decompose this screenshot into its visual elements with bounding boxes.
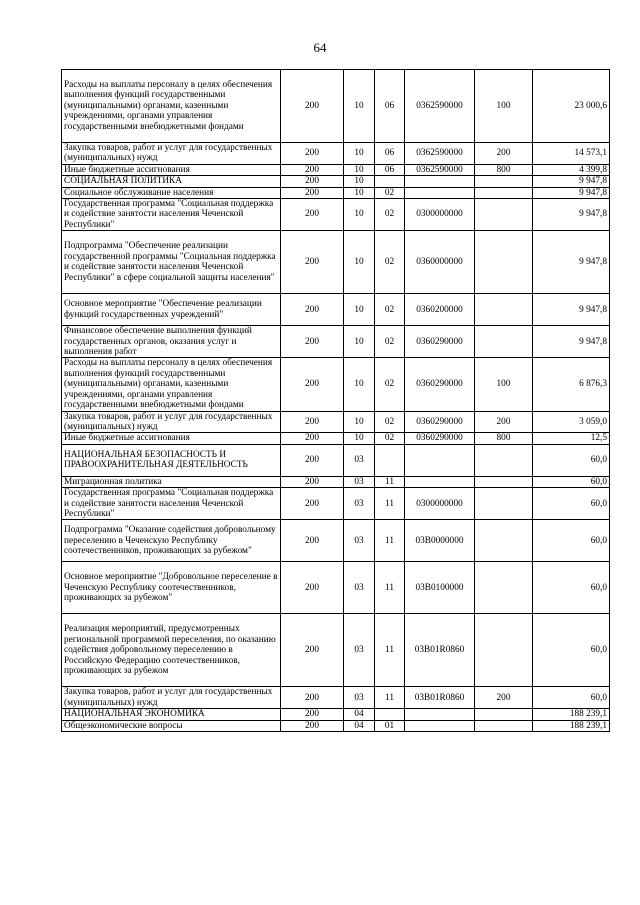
row-expense-type-cell	[475, 187, 533, 198]
row-amount-cell: 9 947,8	[533, 294, 610, 326]
table-row	[62, 199, 610, 231]
table-row	[62, 231, 610, 294]
row-expense-type-cell	[475, 562, 533, 614]
row-amount-cell: 9 947,8	[533, 176, 610, 187]
row-expense-type-cell	[475, 231, 533, 294]
row-grbs-cell: 200	[281, 294, 344, 326]
row-expense-type-cell: 200	[475, 687, 533, 709]
row-subsection-cell: 06	[375, 164, 405, 175]
row-expense-type-cell	[475, 709, 533, 720]
row-section-cell: 03	[344, 614, 375, 687]
row-name-cell: Иные бюджетные ассигнования	[62, 433, 281, 444]
row-target-article-cell	[405, 444, 475, 476]
row-subsection-cell: 06	[375, 70, 405, 143]
row-name-cell: Иные бюджетные ассигнования	[62, 164, 281, 175]
row-expense-type-cell	[475, 488, 533, 520]
table-row	[62, 433, 610, 444]
row-subsection-cell: 02	[375, 411, 405, 433]
row-section-cell: 10	[344, 411, 375, 433]
row-name-cell: Государственная программа "Социальная поддержка и содействие занятости населения Чеченской Республики"	[62, 488, 281, 520]
row-grbs-cell: 200	[281, 187, 344, 198]
row-amount-cell: 60,0	[533, 444, 610, 476]
row-name-cell: Подпрограмма "Оказание содействия добровольному переселению в Чеченскую Республику соотечественников, проживающих за рубежом"	[62, 520, 281, 562]
row-section-cell: 10	[344, 326, 375, 358]
row-target-article-cell: 03В0100000	[405, 562, 475, 614]
table-row	[62, 164, 610, 175]
row-target-article-cell: 03В0000000	[405, 520, 475, 562]
table-row	[62, 687, 610, 709]
row-name-cell: Расходы на выплаты персоналу в целях обеспечения выполнения функций государственными (муниципальными) органами, казенными учреждениями, органами управления государственными внебюджетными фондами	[62, 358, 281, 411]
row-amount-cell: 60,0	[533, 520, 610, 562]
row-name-cell: Подпрограмма "Обеспечение реализации государственной программы "Социальная поддержка и содействие занятости населения Чеченской Республики" в сфере социальной защиты населения"	[62, 231, 281, 294]
row-name-cell: Закупка товаров, работ и услуг для государственных (муниципальных) нужд	[62, 143, 281, 165]
table-row	[62, 520, 610, 562]
table-row	[62, 358, 610, 411]
row-amount-cell: 60,0	[533, 488, 610, 520]
row-grbs-cell: 200	[281, 199, 344, 231]
row-subsection-cell: 01	[375, 720, 405, 731]
row-subsection-cell: 02	[375, 231, 405, 294]
table-row	[62, 187, 610, 198]
row-name-cell: Закупка товаров, работ и услуг для государственных (муниципальных) нужд	[62, 411, 281, 433]
row-subsection-cell: 11	[375, 476, 405, 487]
row-section-cell: 04	[344, 709, 375, 720]
row-grbs-cell: 200	[281, 164, 344, 175]
table-row	[62, 476, 610, 487]
row-section-cell: 03	[344, 687, 375, 709]
row-section-cell: 03	[344, 476, 375, 487]
row-grbs-cell: 200	[281, 720, 344, 731]
row-target-article-cell: 0362590000	[405, 70, 475, 143]
table-row	[62, 444, 610, 476]
row-target-article-cell: 0300000000	[405, 199, 475, 231]
row-name-cell: Государственная программа "Социальная поддержка и содействие занятости населения Чеченской Республики"	[62, 199, 281, 231]
row-name-cell: Расходы на выплаты персоналу в целях обеспечения выполнения функций государственными (муниципальными) органами, казенными учреждениями, органами управления государственными внебюджетными фондами	[62, 70, 281, 143]
row-subsection-cell: 06	[375, 143, 405, 165]
row-name-cell: Закупка товаров, работ и услуг для государственных (муниципальных) нужд	[62, 687, 281, 709]
row-expense-type-cell	[475, 326, 533, 358]
row-section-cell: 03	[344, 488, 375, 520]
row-expense-type-cell: 800	[475, 164, 533, 175]
row-section-cell: 10	[344, 433, 375, 444]
row-expense-type-cell: 200	[475, 411, 533, 433]
row-grbs-cell: 200	[281, 143, 344, 165]
row-target-article-cell	[405, 176, 475, 187]
row-grbs-cell: 200	[281, 231, 344, 294]
row-amount-cell: 60,0	[533, 687, 610, 709]
table-row	[62, 488, 610, 520]
row-expense-type-cell	[475, 444, 533, 476]
row-subsection-cell	[375, 709, 405, 720]
row-target-article-cell: 0360200000	[405, 294, 475, 326]
table-body	[62, 70, 610, 732]
row-amount-cell: 3 059,0	[533, 411, 610, 433]
row-grbs-cell: 200	[281, 520, 344, 562]
row-subsection-cell: 02	[375, 326, 405, 358]
row-expense-type-cell	[475, 294, 533, 326]
row-amount-cell: 14 573,1	[533, 143, 610, 165]
row-amount-cell: 4 399,8	[533, 164, 610, 175]
row-target-article-cell: 0360290000	[405, 326, 475, 358]
row-target-article-cell: 03В01R0860	[405, 687, 475, 709]
row-section-cell: 10	[344, 70, 375, 143]
row-grbs-cell: 200	[281, 614, 344, 687]
row-amount-cell: 9 947,8	[533, 231, 610, 294]
row-subsection-cell: 11	[375, 687, 405, 709]
row-name-cell: Реализация мероприятий, предусмотренных региональной программой переселения, по оказанию содействия добровольному переселению в Российскую Федерацию соотечественников, проживающих за рубежом	[62, 614, 281, 687]
row-target-article-cell: 0360290000	[405, 433, 475, 444]
table-row	[62, 176, 610, 187]
row-target-article-cell	[405, 187, 475, 198]
table-row	[62, 70, 610, 143]
row-subsection-cell: 11	[375, 488, 405, 520]
row-expense-type-cell	[475, 199, 533, 231]
row-section-cell: 04	[344, 720, 375, 731]
row-target-article-cell: 0300000000	[405, 488, 475, 520]
row-target-article-cell: 0360000000	[405, 231, 475, 294]
row-name-cell: Миграционная политика	[62, 476, 281, 487]
row-amount-cell: 12,5	[533, 433, 610, 444]
row-section-cell: 10	[344, 187, 375, 198]
row-name-cell: Основное мероприятие "Обеспечение реализации функций государственных учреждений"	[62, 294, 281, 326]
table-row	[62, 720, 610, 731]
table-row	[62, 411, 610, 433]
row-expense-type-cell: 800	[475, 433, 533, 444]
row-name-cell: СОЦИАЛЬНАЯ ПОЛИТИКА	[62, 176, 281, 187]
row-subsection-cell: 02	[375, 294, 405, 326]
table-row	[62, 294, 610, 326]
row-amount-cell: 188 239,1	[533, 720, 610, 731]
row-grbs-cell: 200	[281, 326, 344, 358]
table-row	[62, 143, 610, 165]
row-subsection-cell: 02	[375, 187, 405, 198]
row-name-cell: Социальное обслуживание населения	[62, 187, 281, 198]
row-section-cell: 03	[344, 520, 375, 562]
row-subsection-cell: 11	[375, 614, 405, 687]
row-amount-cell: 9 947,8	[533, 326, 610, 358]
row-section-cell: 10	[344, 164, 375, 175]
row-subsection-cell	[375, 444, 405, 476]
row-grbs-cell: 200	[281, 488, 344, 520]
row-amount-cell: 9 947,8	[533, 199, 610, 231]
row-target-article-cell	[405, 720, 475, 731]
row-grbs-cell: 200	[281, 70, 344, 143]
row-expense-type-cell	[475, 176, 533, 187]
row-target-article-cell: 03В01R0860	[405, 614, 475, 687]
row-subsection-cell: 02	[375, 433, 405, 444]
row-subsection-cell: 11	[375, 520, 405, 562]
row-section-cell: 10	[344, 143, 375, 165]
row-expense-type-cell	[475, 720, 533, 731]
page-number: 64	[313, 40, 327, 55]
row-expense-type-cell	[475, 614, 533, 687]
row-target-article-cell	[405, 476, 475, 487]
row-subsection-cell	[375, 176, 405, 187]
table-row	[62, 709, 610, 720]
table-row	[62, 326, 610, 358]
row-subsection-cell: 11	[375, 562, 405, 614]
row-grbs-cell: 200	[281, 444, 344, 476]
budget-table	[61, 69, 610, 732]
row-target-article-cell: 0362590000	[405, 143, 475, 165]
row-expense-type-cell: 100	[475, 358, 533, 411]
row-grbs-cell: 200	[281, 411, 344, 433]
row-grbs-cell: 200	[281, 709, 344, 720]
row-name-cell: НАЦИОНАЛЬНАЯ ЭКОНОМИКА	[62, 709, 281, 720]
table-row	[62, 614, 610, 687]
row-name-cell: Финансовое обеспечение выполнения функций государственных органов, оказания услуг и выполнения работ	[62, 326, 281, 358]
row-target-article-cell	[405, 709, 475, 720]
row-target-article-cell: 0360290000	[405, 411, 475, 433]
row-name-cell: НАЦИОНАЛЬНАЯ БЕЗОПАСНОСТЬ И ПРАВООХРАНИТЕЛЬНАЯ ДЕЯТЕЛЬНОСТЬ	[62, 444, 281, 476]
row-grbs-cell: 200	[281, 358, 344, 411]
row-section-cell: 10	[344, 231, 375, 294]
table-row	[62, 562, 610, 614]
row-name-cell: Основное мероприятие "Добровольное переселение в Чеченскую Республику соотечественников, проживающих за рубежом"	[62, 562, 281, 614]
row-grbs-cell: 200	[281, 562, 344, 614]
row-amount-cell: 60,0	[533, 614, 610, 687]
row-target-article-cell: 0360290000	[405, 358, 475, 411]
row-subsection-cell: 02	[375, 358, 405, 411]
row-name-cell: Общеэкономические вопросы	[62, 720, 281, 731]
row-target-article-cell: 0362590000	[405, 164, 475, 175]
row-grbs-cell: 200	[281, 433, 344, 444]
row-expense-type-cell	[475, 476, 533, 487]
row-expense-type-cell: 200	[475, 143, 533, 165]
row-subsection-cell: 02	[375, 199, 405, 231]
row-amount-cell: 6 876,3	[533, 358, 610, 411]
row-expense-type-cell: 100	[475, 70, 533, 143]
row-section-cell: 10	[344, 199, 375, 231]
row-section-cell: 03	[344, 444, 375, 476]
row-section-cell: 10	[344, 176, 375, 187]
row-grbs-cell: 200	[281, 176, 344, 187]
row-section-cell: 10	[344, 358, 375, 411]
row-amount-cell: 60,0	[533, 562, 610, 614]
row-amount-cell: 9 947,8	[533, 187, 610, 198]
row-section-cell: 10	[344, 294, 375, 326]
row-amount-cell: 23 000,6	[533, 70, 610, 143]
row-amount-cell: 188 239,1	[533, 709, 610, 720]
row-amount-cell: 60,0	[533, 476, 610, 487]
row-expense-type-cell	[475, 520, 533, 562]
row-grbs-cell: 200	[281, 687, 344, 709]
row-section-cell: 03	[344, 562, 375, 614]
row-grbs-cell: 200	[281, 476, 344, 487]
